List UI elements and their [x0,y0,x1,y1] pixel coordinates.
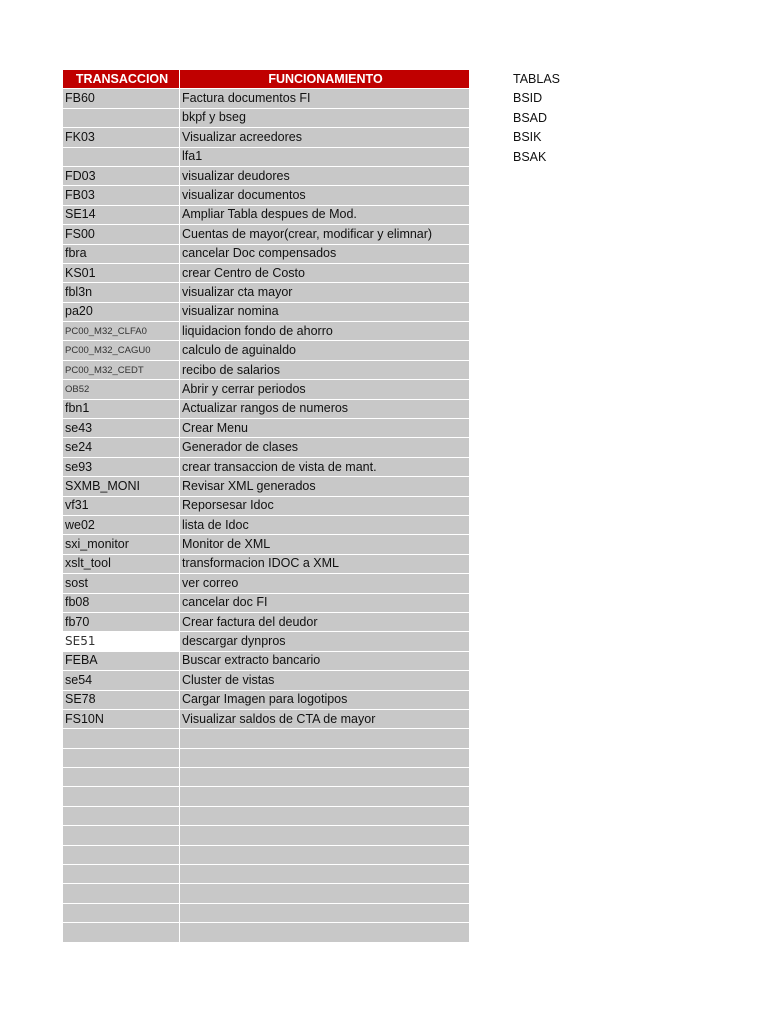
transaction-code-cell: PC00_M32_CLFA0 [63,322,180,341]
table-row [63,341,470,360]
transaction-code-cell [63,884,180,903]
transaction-code-cell: fbra [63,244,180,263]
table-row [63,748,470,767]
transaction-description-cell: calculo de aguinaldo [180,341,470,360]
transaction-code-cell: PC00_M32_CAGU0 [63,341,180,360]
transaction-code-cell [63,748,180,767]
transaction-code-cell [63,729,180,748]
transaction-code-cell: pa20 [63,302,180,321]
tablas-item: BSAK [513,149,547,164]
transaction-code-cell: se93 [63,457,180,476]
transaction-description-cell: Generador de clases [180,438,470,457]
transaction-description-cell [180,923,470,942]
transaction-description-cell: Visualizar saldos de CTA de mayor [180,709,470,728]
table-row [63,574,470,593]
table-row [63,923,470,942]
transaction-code-cell [63,826,180,845]
transaction-description-cell [180,729,470,748]
table-row [63,89,470,108]
tablas-item: BSIK [513,130,542,145]
header-row [63,70,470,89]
transaction-table [62,69,470,943]
transaction-code-cell: sxi_monitor [63,535,180,554]
transaction-description-cell [180,787,470,806]
table-row [63,671,470,690]
table-row [63,128,470,147]
transaction-description-cell [180,845,470,864]
table-row [63,225,470,244]
transaction-code-cell: PC00_M32_CEDT [63,360,180,379]
table-row [63,302,470,321]
transaction-code-cell: fb08 [63,593,180,612]
transaction-code-cell: FD03 [63,166,180,185]
table-row [63,651,470,670]
table-row [63,632,470,651]
table-row [63,147,470,166]
transaction-description-cell: recibo de salarios [180,360,470,379]
transaction-description-cell: Ampliar Tabla despues de Mod. [180,205,470,224]
transaction-description-cell [180,748,470,767]
table-row [63,515,470,534]
transaction-code-cell [63,903,180,922]
transaction-description-cell: Visualizar acreedores [180,128,470,147]
transaction-description-cell: Crear Menu [180,419,470,438]
table-row [63,283,470,302]
table-row [63,322,470,341]
table-row [63,186,470,205]
table-row [63,166,470,185]
transaction-code-cell: vf31 [63,496,180,515]
table-row [63,535,470,554]
transaction-description-cell: crear Centro de Costo [180,263,470,282]
transaction-code-cell: SE51 [63,632,180,651]
table-row [63,496,470,515]
table-row [63,419,470,438]
transaction-description-cell: Actualizar rangos de numeros [180,399,470,418]
transaction-description-cell: Cuentas de mayor(crear, modificar y elimnar) [180,225,470,244]
transaction-code-cell: sost [63,574,180,593]
transaction-description-cell: visualizar documentos [180,186,470,205]
tablas-list [513,70,633,167]
transaction-code-cell: we02 [63,515,180,534]
tablas-title: TABLAS [513,72,561,86]
table-row [63,612,470,631]
transaction-description-cell: crear transaccion de vista de mant. [180,457,470,476]
transaction-description-cell [180,865,470,884]
table-row [63,903,470,922]
table-row [63,399,470,418]
table-row [63,438,470,457]
transaction-code-cell [63,806,180,825]
transaction-description-cell [180,806,470,825]
transaction-code-cell: FS10N [63,709,180,728]
transaction-description-cell: Factura documentos FI [180,89,470,108]
transaction-description-cell [180,826,470,845]
transaction-description-cell: liquidacion fondo de ahorro [180,322,470,341]
transaction-code-cell: FB03 [63,186,180,205]
table-row [63,729,470,748]
transaction-code-cell: fbl3n [63,283,180,302]
transaction-description-cell: lfa1 [180,147,470,166]
transaction-code-cell [63,768,180,787]
transaction-description-cell: Reporsesar Idoc [180,496,470,515]
table-row [63,826,470,845]
transaction-description-cell: ver correo [180,574,470,593]
transaction-description-cell [180,768,470,787]
transaction-description-cell: bkpf y bseg [180,108,470,127]
transaction-description-cell: visualizar deudores [180,166,470,185]
table-row [63,884,470,903]
transaction-code-cell: SE14 [63,205,180,224]
transaction-code-cell: OB52 [63,380,180,399]
transaction-code-cell [63,923,180,942]
transaction-code-cell: FB60 [63,89,180,108]
tablas-item: BSID [513,91,543,106]
transaction-description-cell [180,884,470,903]
table-row [63,593,470,612]
transaction-description-cell: lista de Idoc [180,515,470,534]
table-row [63,244,470,263]
table-row [63,709,470,728]
table-row [63,380,470,399]
transaction-description-cell: Monitor de XML [180,535,470,554]
transaction-description-cell: Crear factura del deudor [180,612,470,631]
transaction-code-cell [63,147,180,166]
table-row [63,477,470,496]
table-row [63,865,470,884]
transaction-code-cell [63,108,180,127]
transaction-description-cell: transformacion IDOC a XML [180,554,470,573]
table-row [63,690,470,709]
transaction-description-cell: Abrir y cerrar periodos [180,380,470,399]
table-row [63,360,470,379]
header-funcionamiento: FUNCIONAMIENTO [180,70,470,89]
table-row [63,845,470,864]
table-row [63,806,470,825]
transaction-code-cell: se43 [63,419,180,438]
transaction-description-cell: visualizar nomina [180,302,470,321]
transaction-description-cell [180,903,470,922]
transaction-code-cell [63,845,180,864]
transaction-code-cell: fbn1 [63,399,180,418]
table-row [63,554,470,573]
transaction-code-cell: xslt_tool [63,554,180,573]
transaction-code-cell [63,787,180,806]
table-row [63,457,470,476]
tablas-item: BSAD [513,110,548,125]
transaction-description-cell: cancelar doc FI [180,593,470,612]
table-row [63,263,470,282]
transaction-code-cell: fb70 [63,612,180,631]
transaction-code-cell: SXMB_MONI [63,477,180,496]
transaction-description-cell: descargar dynpros [180,632,470,651]
table-row [63,205,470,224]
transaction-code-cell: FEBA [63,651,180,670]
transaction-code-cell: se24 [63,438,180,457]
header-transaccion: TRANSACCION [63,70,180,89]
transaction-description-cell: Cluster de vistas [180,671,470,690]
transaction-description-cell: Cargar Imagen para logotipos [180,690,470,709]
transaction-code-cell: FS00 [63,225,180,244]
transaction-description-cell: cancelar Doc compensados [180,244,470,263]
table-row [63,108,470,127]
transaction-description-cell: visualizar cta mayor [180,283,470,302]
transaction-code-cell: SE78 [63,690,180,709]
transaction-description-cell: Buscar extracto bancario [180,651,470,670]
transaction-code-cell: KS01 [63,263,180,282]
transaction-code-cell: FK03 [63,128,180,147]
transaction-description-cell: Revisar XML generados [180,477,470,496]
transaction-code-cell [63,865,180,884]
table-row [63,768,470,787]
transaction-code-cell: se54 [63,671,180,690]
table-row [63,787,470,806]
